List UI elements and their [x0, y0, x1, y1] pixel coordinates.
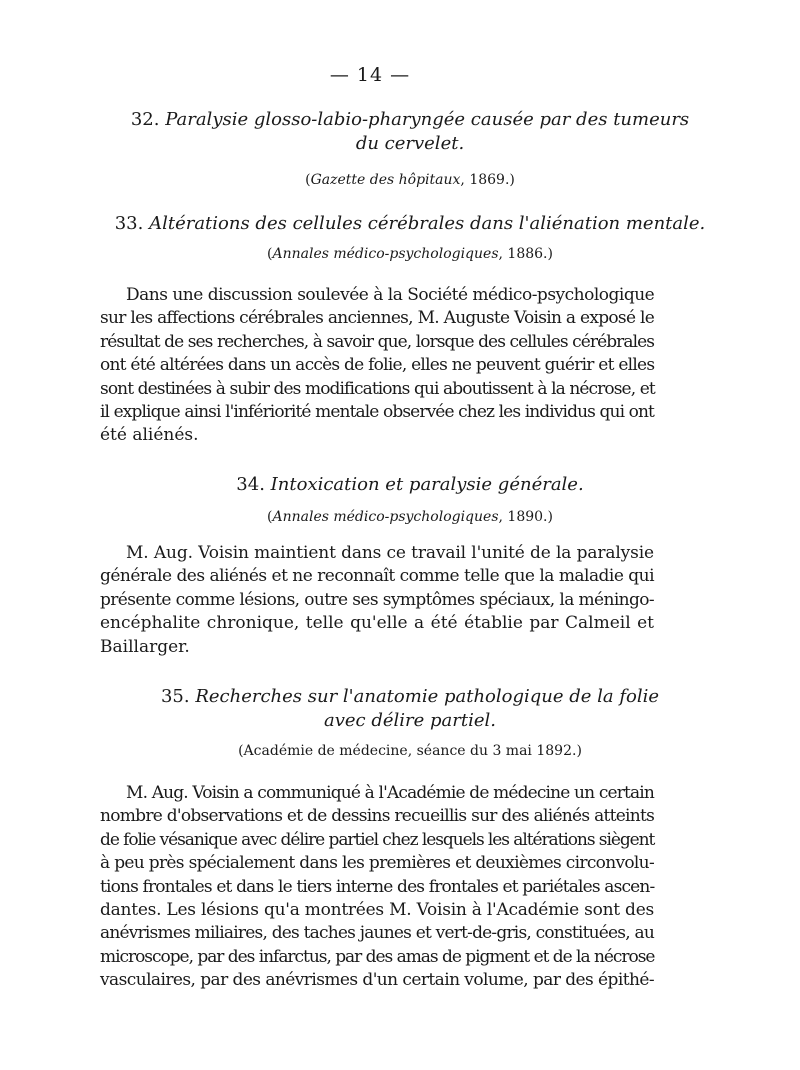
source-year: , 1890.)	[498, 509, 553, 525]
entry-title-line: Intoxication et paralysie générale.	[270, 474, 584, 495]
entry-33-source	[110, 244, 710, 264]
entry-title-line: Recherches sur l'anatomie pathologique de la folie	[195, 686, 660, 707]
entry-title-line: Altérations des cellules cérébrales dans l'aliénation mentale.	[149, 213, 706, 234]
paragraph-line: il explique ainsi l'infériorité mentale observée chez les individus qui ont	[100, 402, 654, 423]
entry-title-line: avec délire partiel.	[323, 710, 496, 731]
paragraph-line: vasculaires, par des anévrismes d'un certain volume, par des épithé-	[100, 970, 654, 991]
paragraph-line: sont destinées à subir des modifications qui aboutissent à la nécrose, et	[100, 378, 655, 399]
paragraph-line: sur les affections cérébrales anciennes, M. Auguste Voisin a exposé le	[100, 308, 655, 329]
entry-34-paragraph	[100, 542, 654, 659]
paragraph-line: nombre d'observations et de dessins recueillis sur des aliénés atteints	[100, 806, 655, 827]
entry-34-title	[110, 473, 710, 497]
entry-35-title	[110, 685, 710, 733]
entry-title-line: Paralysie glosso-labio-pharyngée causée par des tumeurs	[165, 109, 690, 130]
source-journal: Gazette des hôpitaux	[310, 172, 461, 188]
paragraph-line: encéphalite chronique, telle qu'elle a été établie par Calmeil et	[100, 613, 654, 634]
entry-33-title	[110, 212, 710, 236]
entry-32-title	[110, 108, 710, 156]
entry-35-source: (Académie de médecine, séance du 3 mai 1892.)	[238, 743, 582, 759]
paragraph-line: présente comme lésions, outre ses symptômes spéciaux, la méningo-	[100, 589, 654, 610]
paragraph-line: ont été altérées dans un accès de folie, elles ne peuvent guérir et elles	[100, 355, 655, 376]
paragraph-line: dantes. Les lésions qu'a montrées M. Voisin à l'Académie sont des	[100, 900, 654, 921]
paragraph-line: M. Aug. Voisin a communiqué à l'Académie de médecine un certain	[126, 783, 654, 803]
source-paren: (	[305, 172, 311, 188]
entry-33-paragraph	[100, 284, 654, 448]
entry-number: 33.	[114, 213, 144, 234]
source-paren: (	[267, 246, 273, 262]
source-journal: Annales médico-psychologiques	[272, 509, 499, 525]
paragraph-line: Dans une discussion soulevée à la Société médico-psychologique	[126, 285, 655, 305]
entry-34-source	[110, 507, 710, 527]
paragraph-line: microscope, par des infarctus, par des amas de pigment et de la nécrose	[100, 946, 655, 967]
paragraph-line: générale des aliénés et ne reconnaît comme telle que la maladie qui	[100, 566, 654, 587]
paragraph-line: anévrismes miliaires, des taches jaunes et vert-de-gris, constituées, au	[100, 923, 654, 944]
source-year: , 1886.)	[498, 246, 553, 262]
entry-35-paragraph	[100, 782, 654, 993]
page-number: — 14 —	[329, 64, 411, 86]
paragraph-line: M. Aug. Voisin maintient dans ce travail l'unité de la paralysie	[126, 543, 654, 563]
entry-number: 35.	[160, 686, 190, 707]
paragraph-line: été aliénés.	[100, 425, 199, 446]
entry-number: 34.	[236, 474, 265, 495]
source-paren: (	[267, 509, 273, 525]
source-year: , 1869.)	[460, 172, 515, 188]
entry-title-line: du cervelet.	[355, 133, 465, 154]
paragraph-line: à peu près spécialement dans les premières et deuxièmes circonvolu-	[100, 853, 654, 874]
entry-32-source	[110, 170, 710, 190]
paragraph-line: résultat de ses recherches, à savoir que, lorsque des cellules cérébrales	[100, 331, 654, 352]
source-journal: Annales médico-psychologiques	[272, 246, 499, 262]
paragraph-line: tions frontales et dans le tiers interne des frontales et pariétales ascen-	[100, 876, 655, 897]
paragraph-line: Baillarger.	[100, 636, 190, 657]
entry-number: 32.	[130, 109, 160, 130]
paragraph-line: de folie vésanique avec délire partiel chez lesquels les altérations siègent	[100, 829, 655, 850]
